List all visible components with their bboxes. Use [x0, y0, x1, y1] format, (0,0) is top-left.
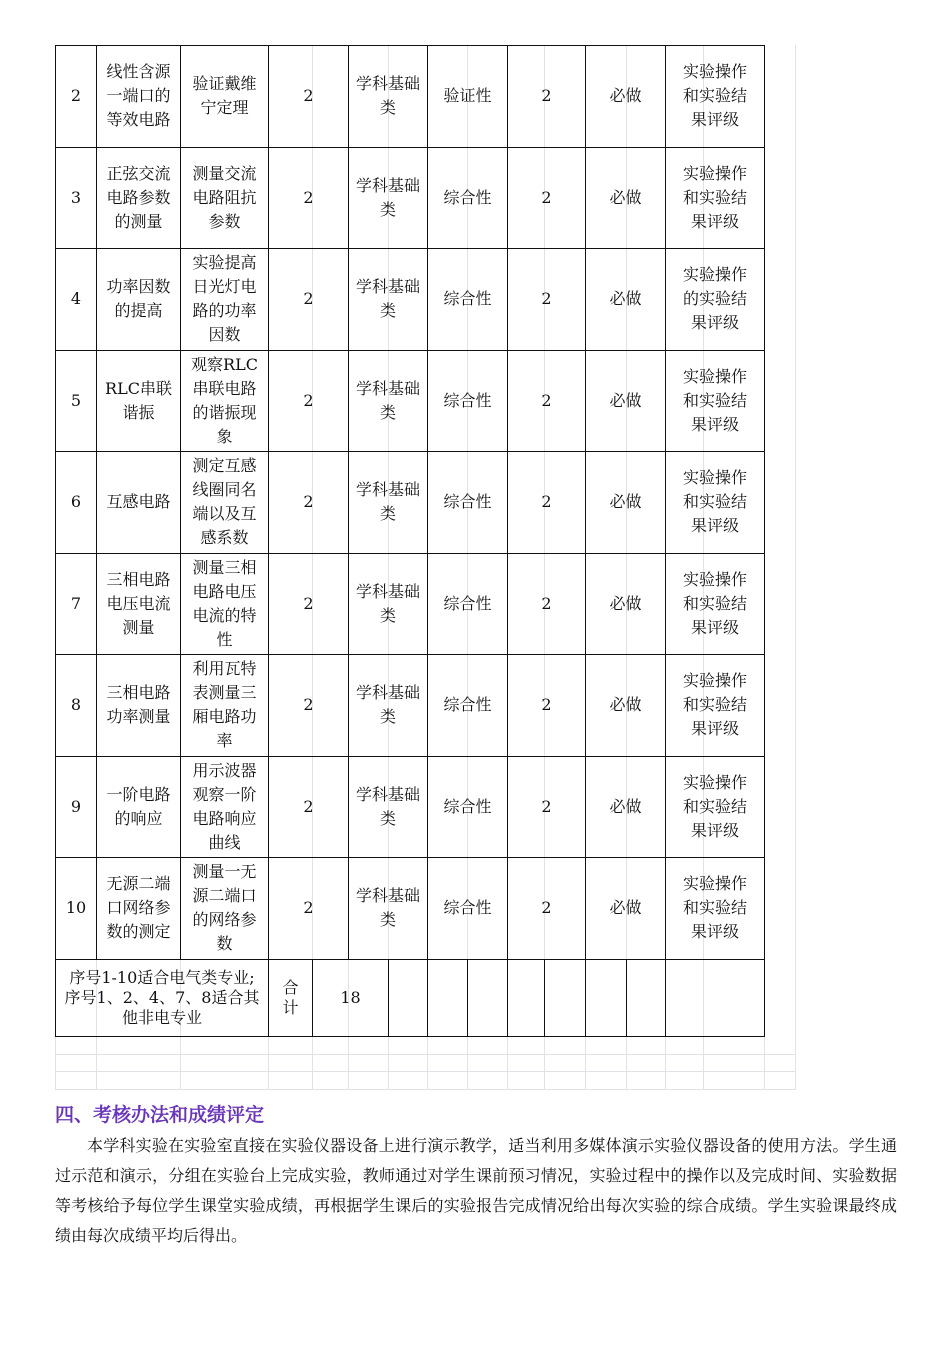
table-row — [56, 452, 796, 554]
cell-hours: 2 — [269, 452, 349, 554]
cell-experiment-content: 利用瓦特表测量三厢电路功率 — [181, 655, 269, 757]
cell-group-size: 2 — [508, 858, 586, 960]
cell-category: 学科基础类 — [349, 553, 428, 655]
cell-empty — [586, 959, 627, 1036]
cell-category: 学科基础类 — [349, 46, 428, 148]
scope-note-line: 序号1-10适合电气类专业; — [69, 967, 255, 987]
cell-category: 学科基础类 — [349, 858, 428, 960]
cell-assessment: 实验操作和实验结果评级 — [666, 858, 765, 960]
table-row — [56, 655, 796, 757]
cell-experiment-name: 一阶电路的响应 — [97, 756, 181, 858]
cell-empty — [389, 959, 428, 1036]
cell-assessment: 实验操作和实验结果评级 — [666, 756, 765, 858]
cell-empty — [765, 452, 796, 554]
cell-number: 5 — [56, 350, 97, 452]
cell-experiment-name: 线性含源一端口的等效电路 — [97, 46, 181, 148]
cell-number: 4 — [56, 249, 97, 351]
table-row — [56, 249, 796, 351]
cell-experiment-content: 观察RLC串联电路的谐振现象 — [181, 350, 269, 452]
cell-group-size: 2 — [508, 452, 586, 554]
cell-hours: 2 — [269, 858, 349, 960]
cell-empty — [627, 959, 666, 1036]
cell-hours: 2 — [269, 147, 349, 249]
experiment-table — [55, 45, 796, 1037]
cell-number: 6 — [56, 452, 97, 554]
cell-requirement: 必做 — [586, 655, 666, 757]
cell-experiment-type: 综合性 — [428, 756, 508, 858]
cell-requirement: 必做 — [586, 553, 666, 655]
table-row — [56, 756, 796, 858]
assessment-paragraph: 本学科实验在实验室直接在实验仪器设备上进行演示教学，适当利用多媒体演示实验仪器设备的使用方法。学生通过示范和演示，分组在实验台上完成实验，教师通过对学生课前预习情况，实验过程中的操作以及完成时间、实验数据等考核给予每位学生课堂实验成绩，再根据学生课后的实验报告完成情况给出每次实验的综合成绩。学生实验课最终成绩由每次成绩平均后得出。 — [55, 1136, 897, 1245]
cell-empty — [765, 655, 796, 757]
cell-category: 学科基础类 — [349, 655, 428, 757]
cell-assessment: 实验操作和实验结果评级 — [666, 655, 765, 757]
cell-experiment-type: 综合性 — [428, 553, 508, 655]
cell-requirement: 必做 — [586, 858, 666, 960]
cell-total-value: 18 — [313, 959, 389, 1036]
cell-assessment: 实验操作和实验结果评级 — [666, 553, 765, 655]
cell-experiment-type: 综合性 — [428, 350, 508, 452]
cell-experiment-content: 测定互感线圈同名端以及互感系数 — [181, 452, 269, 554]
table-row — [56, 147, 796, 249]
cell-category: 学科基础类 — [349, 452, 428, 554]
cell-requirement: 必做 — [586, 147, 666, 249]
cell-experiment-name: 功率因数的提高 — [97, 249, 181, 351]
cell-hours: 2 — [269, 553, 349, 655]
cell-experiment-content: 用示波器观察一阶电路响应曲线 — [181, 756, 269, 858]
table-row — [56, 46, 796, 148]
table-row — [56, 858, 796, 960]
cell-empty — [765, 46, 796, 148]
cell-number: 10 — [56, 858, 97, 960]
cell-empty — [765, 858, 796, 960]
cell-group-size: 2 — [508, 350, 586, 452]
cell-empty — [545, 959, 586, 1036]
cell-category: 学科基础类 — [349, 147, 428, 249]
cell-category: 学科基础类 — [349, 350, 428, 452]
cell-experiment-type: 综合性 — [428, 858, 508, 960]
cell-number: 7 — [56, 553, 97, 655]
cell-experiment-content: 测量交流电路阻抗参数 — [181, 147, 269, 249]
cell-group-size: 2 — [508, 655, 586, 757]
cell-experiment-content: 测量一无源二端口的网络参数 — [181, 858, 269, 960]
cell-group-size: 2 — [508, 756, 586, 858]
table-row — [56, 553, 796, 655]
section-heading: 四、考核办法和成绩评定 — [55, 1104, 265, 1126]
cell-hours: 2 — [269, 249, 349, 351]
cell-group-size: 2 — [508, 553, 586, 655]
cell-category: 学科基础类 — [349, 756, 428, 858]
cell-assessment: 实验操作的实验结果评级 — [666, 249, 765, 351]
cell-number: 3 — [56, 147, 97, 249]
cell-requirement: 必做 — [586, 452, 666, 554]
cell-experiment-type: 综合性 — [428, 147, 508, 249]
cell-category: 学科基础类 — [349, 249, 428, 351]
cell-assessment: 实验操作和实验结果评级 — [666, 46, 765, 148]
cell-experiment-type: 验证性 — [428, 46, 508, 148]
cell-hours: 2 — [269, 46, 349, 148]
cell-experiment-content: 验证戴维宁定理 — [181, 46, 269, 148]
cell-empty — [428, 959, 468, 1036]
cell-requirement: 必做 — [586, 249, 666, 351]
cell-experiment-content: 实验提高日光灯电路的功率因数 — [181, 249, 269, 351]
cell-empty — [765, 147, 796, 249]
cell-experiment-name: 三相电路电压电流测量 — [97, 553, 181, 655]
cell-empty — [666, 959, 765, 1036]
cell-experiment-type: 综合性 — [428, 655, 508, 757]
cell-group-size: 2 — [508, 147, 586, 249]
cell-experiment-type: 综合性 — [428, 452, 508, 554]
cell-group-size: 2 — [508, 46, 586, 148]
cell-scope-note — [56, 959, 269, 1036]
cell-hours: 2 — [269, 756, 349, 858]
cell-number: 9 — [56, 756, 97, 858]
gridline — [55, 1089, 795, 1090]
cell-requirement: 必做 — [586, 46, 666, 148]
cell-empty — [508, 959, 545, 1036]
cell-empty — [765, 350, 796, 452]
cell-empty — [468, 959, 508, 1036]
gridline — [55, 1054, 795, 1055]
cell-experiment-name: 无源二端口网络参数的测定 — [97, 858, 181, 960]
cell-assessment: 实验操作和实验结果评级 — [666, 350, 765, 452]
cell-experiment-name: 三相电路功率测量 — [97, 655, 181, 757]
cell-experiment-name: 互感电路 — [97, 452, 181, 554]
cell-requirement: 必做 — [586, 756, 666, 858]
cell-experiment-name: RLC串联谐振 — [97, 350, 181, 452]
cell-hours: 2 — [269, 350, 349, 452]
cell-assessment: 实验操作和实验结果评级 — [666, 147, 765, 249]
gridline — [55, 1071, 795, 1072]
cell-number: 2 — [56, 46, 97, 148]
cell-hours: 2 — [269, 655, 349, 757]
cell-empty — [765, 249, 796, 351]
cell-requirement: 必做 — [586, 350, 666, 452]
cell-experiment-name: 正弦交流电路参数的测量 — [97, 147, 181, 249]
scope-note-line: 序号1、2、4、7、8适合其他非电专业 — [64, 987, 260, 1027]
cell-experiment-type: 综合性 — [428, 249, 508, 351]
cell-number: 8 — [56, 655, 97, 757]
cell-group-size: 2 — [508, 249, 586, 351]
table-total-row — [56, 959, 796, 1036]
cell-total-label: 合计 — [269, 959, 313, 1036]
cell-experiment-content: 测量三相电路电压电流的特性 — [181, 553, 269, 655]
cell-empty — [765, 756, 796, 858]
cell-assessment: 实验操作和实验结果评级 — [666, 452, 765, 554]
table-row — [56, 350, 796, 452]
cell-empty — [765, 553, 796, 655]
